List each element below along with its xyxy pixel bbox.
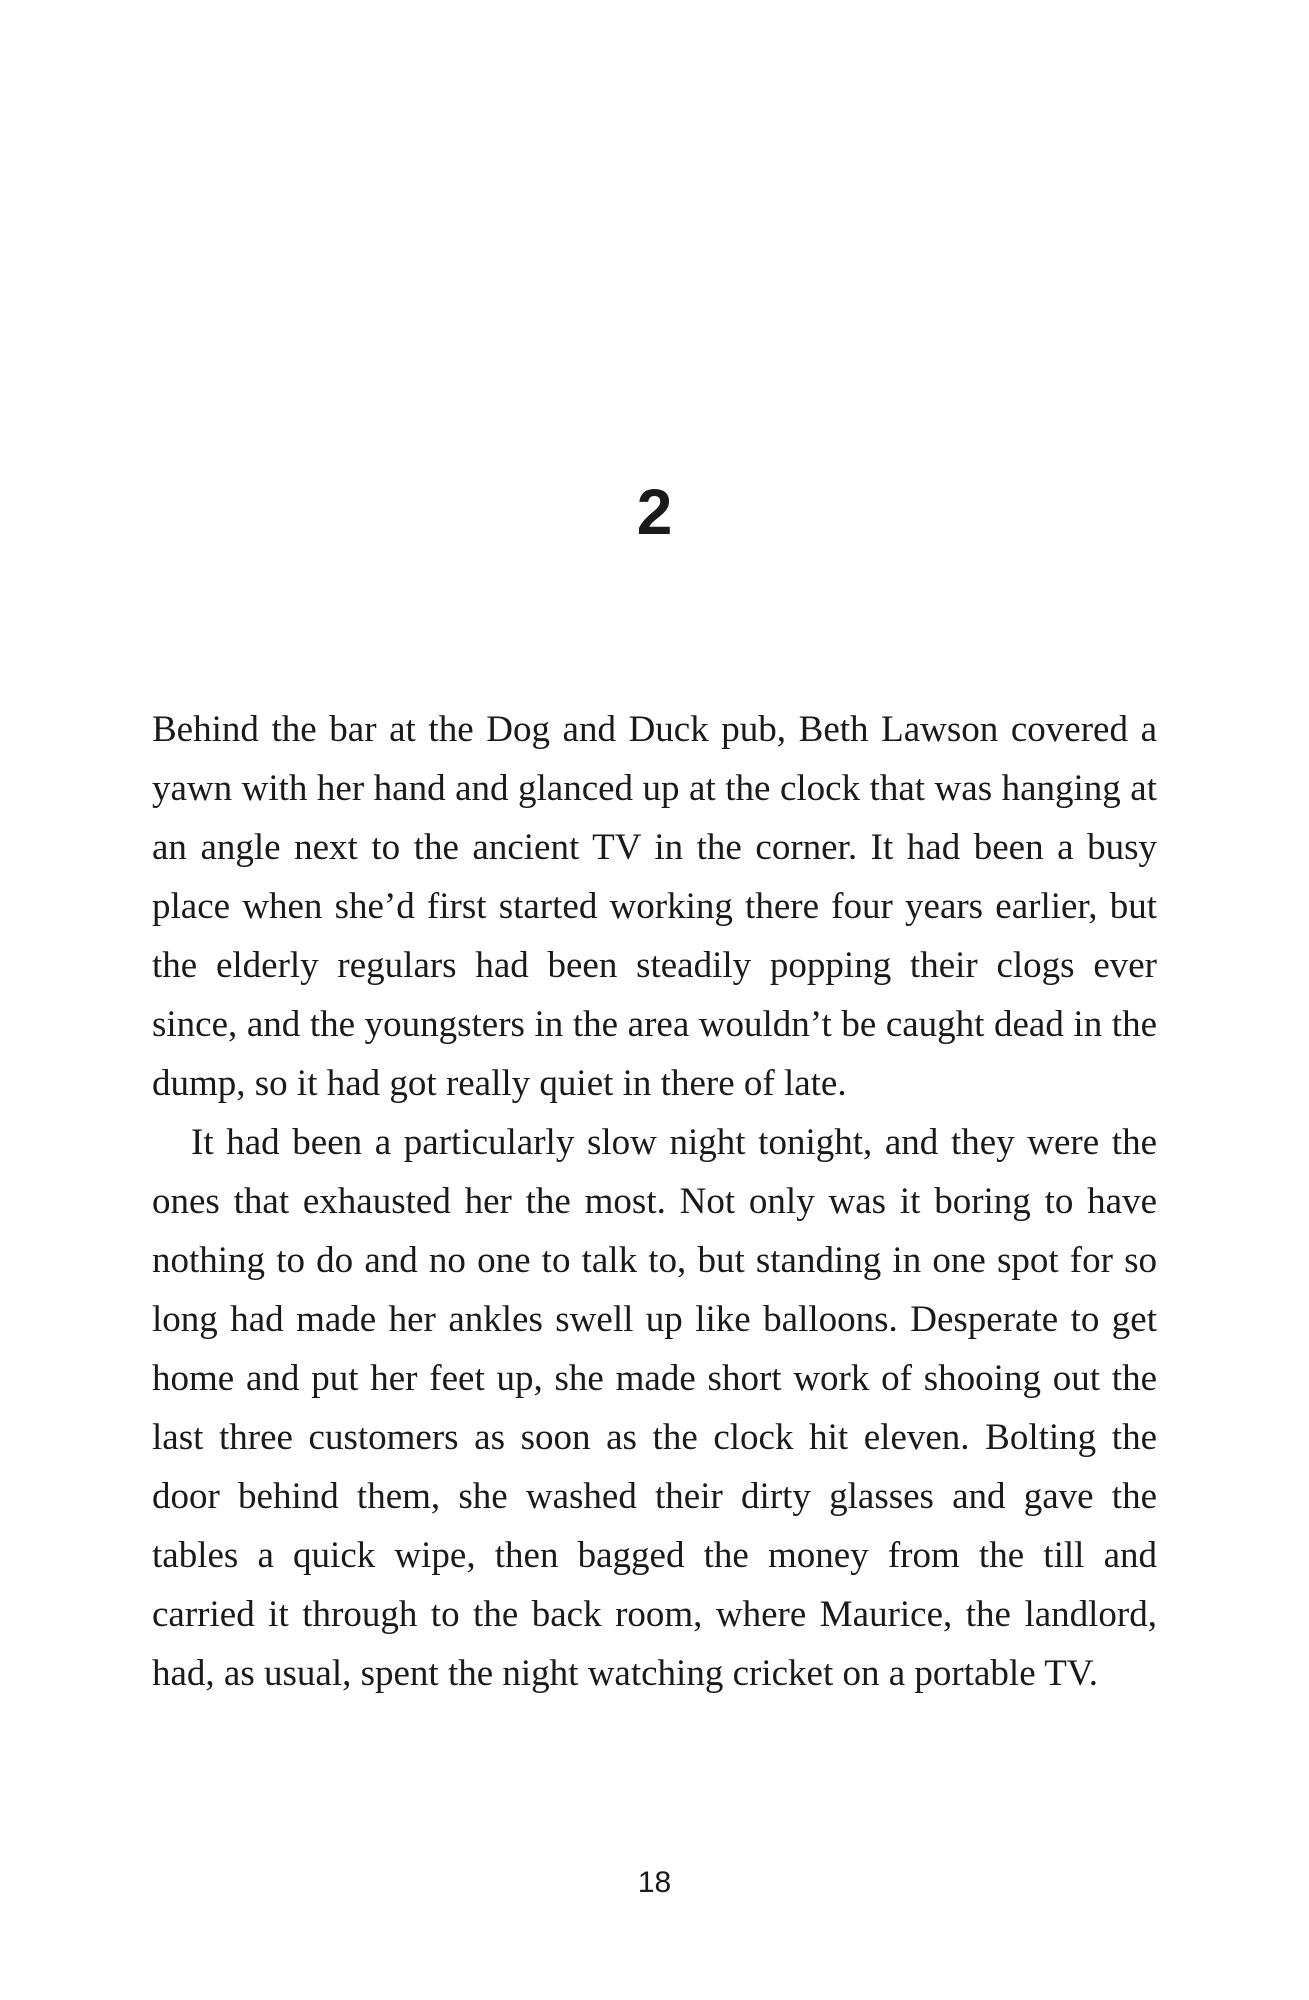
paragraph: It had been a particularly slow night tonight, and they were the ones that exhausted her the most. Not only was it boring to have nothing to do and no one to talk to, but standing in one spot for so long had made her ankles swell up like balloons. Desperate to get home and put her feet up, she made short work of shooing out the last three customers as soon as the clock hit eleven. Bolting the door behind them, she washed their dirty glasses and gave the tables a quick wipe, then bagged the money from the till and carried it through to the back room, where Maurice, the landlord, had, as usual, spent the night watching cricket on a portable TV.: [152, 1122, 1157, 1694]
body-text: [152, 700, 1157, 1703]
chapter-number: 2: [636, 476, 673, 548]
page-number: 18: [637, 1866, 672, 1899]
paragraph: Behind the bar at the Dog and Duck pub, Beth Lawson covered a yawn with her hand and glanced up at the clock that was hanging at an angle next to the ancient TV in the corner. It had been a busy place when she’d first started working there four years earlier, but the elderly regulars had been steadily popping their clogs ever since, and the youngsters in the area wouldn’t be caught dead in the dump, so it had got really quiet in there of late.: [152, 709, 1157, 1104]
